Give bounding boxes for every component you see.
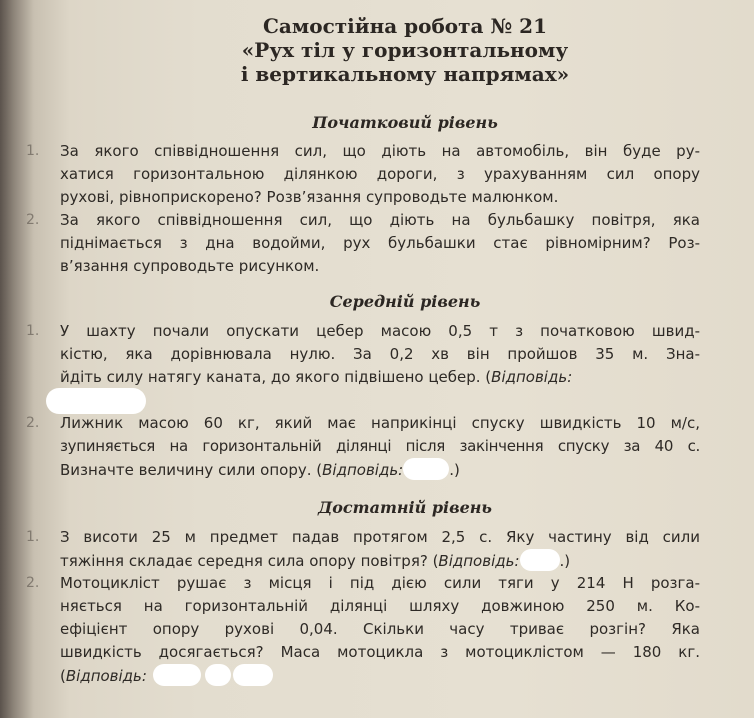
- task-text-line: няється на горизонтальній ділянці шляху довжиною 250 м. Ко-: [60, 597, 700, 615]
- title-line-2: «Рух тіл у горизонтальному: [241, 38, 569, 62]
- section-heading-medium: Середній рівень: [329, 292, 481, 311]
- task-sufficient-2: [26, 572, 700, 688]
- task-text-line: зупиняється на горизонтальній ділянці після закінчення спуску за 40 с.: [60, 437, 700, 455]
- task-number: 2.: [26, 575, 40, 591]
- task-text-line: Лижник масою 60 кг, який має наприкінці спуску швидкість 10 м/с,: [60, 414, 700, 432]
- redacted-answer: [520, 549, 560, 571]
- redacted-answer: [153, 664, 201, 686]
- task-initial-1: [26, 140, 700, 209]
- task-medium-1: [26, 320, 700, 389]
- task-text: (: [60, 667, 66, 685]
- task-initial-2: [26, 209, 700, 278]
- task-text-line: хатися горизонтальною ділянкою дороги, з урахуванням сил опору: [60, 165, 700, 183]
- answer-label: Відповідь:: [65, 667, 147, 685]
- redacted-answer: [233, 664, 273, 686]
- section-heading-initial: Початковий рівень: [312, 113, 498, 132]
- title-block: [150, 14, 660, 86]
- section-heading-sufficient: Достатній рівень: [318, 498, 492, 517]
- title-line-1: Самостійна робота № 21: [262, 14, 547, 38]
- task-text-line: [60, 549, 700, 573]
- task-medium-2: [26, 412, 700, 482]
- task-text-line: За якого співвідношення сил, що діють на бульбашку повітря, яка: [60, 211, 700, 229]
- redacted-answer: [205, 664, 231, 686]
- task-text-line: швидкість досягається? Маса мотоцикла з мотоциклістом — 180 кг.: [60, 643, 700, 661]
- redacted-answer: [46, 388, 146, 414]
- task-text-line: У шахту почали опускати цебер масою 0,5 т з початковою швид-: [60, 322, 700, 340]
- task-text-line: кістю, яка дорівнювала нулю. За 0,2 хв він пройшов 35 м. Зна-: [60, 345, 700, 363]
- task-number: 2.: [26, 415, 40, 431]
- task-text: .): [559, 552, 571, 570]
- task-text: .): [449, 461, 460, 479]
- answer-label: Відповідь:: [491, 368, 573, 386]
- task-text-line: За якого співвідношення сил, що діють на автомобіль, він буде ру-: [60, 142, 700, 160]
- task-number: 1.: [26, 529, 40, 545]
- answer-label: Відповідь:: [438, 552, 520, 570]
- task-text-line: ефіцієнт опору рухові 0,04. Скільки часу триває розгін? Яка: [60, 620, 700, 638]
- task-text: Визначте величину сили опору. (: [60, 461, 323, 479]
- task-sufficient-1: [26, 526, 700, 573]
- task-number: 1.: [26, 323, 40, 339]
- task-number: 2.: [26, 212, 40, 228]
- task-text-line: рухові, рівноприскорено? Розв’язання супроводьте малюнком.: [60, 188, 559, 206]
- answer-label: Відповідь:: [322, 461, 404, 479]
- task-number: 1.: [26, 143, 40, 159]
- task-text-line: [60, 664, 700, 688]
- task-text-line: Мотоцикліст рушає з місця і під дією сили тяги у 214 Н розга-: [60, 574, 700, 592]
- title-line-3: і вертикальному напрямах»: [240, 62, 570, 86]
- redacted-answer: [403, 458, 449, 480]
- task-text-line: [60, 458, 700, 482]
- task-text: йдіть силу натягу каната, до якого підвішено цебер. (: [60, 368, 492, 386]
- task-text-line: З висоти 25 м предмет падав протягом 2,5 с. Яку частину від сили: [60, 528, 700, 546]
- task-text-line: [60, 366, 700, 389]
- task-text: тяжіння складає середня сила опору повітря? (: [60, 552, 439, 570]
- task-text-line: в’язання супроводьте рисунком.: [60, 257, 320, 275]
- task-text-line: піднімається з дна водойми, рух бульбашки стає рівномірним? Роз-: [60, 234, 700, 252]
